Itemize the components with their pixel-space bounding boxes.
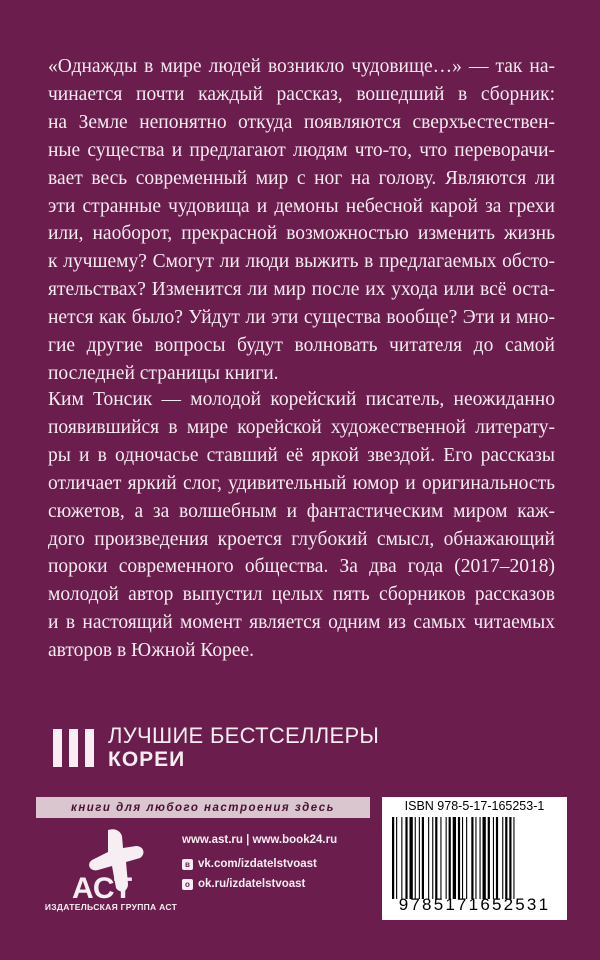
text-line: или, наоборот, прекрасной возможностью изменить жизнь <box>48 223 555 245</box>
text-line: ры и в одночасье ставший её яркой звездой. Его рассказы <box>48 444 555 466</box>
barcode-bar <box>513 817 514 899</box>
ast-logo <box>50 826 170 912</box>
barcode-bar <box>419 817 420 899</box>
barcode-bar <box>432 817 433 899</box>
text-line: ные существа и предлагают людям что-то, что переворачи- <box>48 139 555 161</box>
text-line: к лучшему? Смогут ли люди выжить в предлагаемых обсто- <box>48 251 555 273</box>
barcode-bar <box>453 817 456 899</box>
series-logo <box>53 724 379 772</box>
tagline-banner: книги для любого настроения здесь <box>36 797 370 818</box>
logo-lettering: АСТ <box>72 872 133 905</box>
barcode-bar <box>449 817 451 899</box>
text-line: «Однажды в мире людей возникло чудовище…» — так на- <box>48 56 555 77</box>
barcode-bar <box>435 817 437 899</box>
text-line: Ким Тонсик — молодой корейский писатель, неожиданно <box>48 389 555 410</box>
text-line: нется как было? Уйдут ли эти существа вообще? Эти и мно- <box>48 307 555 329</box>
isbn-barcode-block <box>382 797 567 920</box>
text-line: отличает яркий слог, удивительный юмор и оригинальность <box>48 472 555 494</box>
vk-link[interactable]: vk.com/izdatelstvoast <box>198 858 317 870</box>
websites-link[interactable]: www.ast.ru | www.book24.ru <box>182 834 338 846</box>
barcode-bar <box>466 817 467 899</box>
text-line: эти странные чудовища и демоны небесной карой за грехи <box>48 195 555 217</box>
barcode-icon <box>390 817 560 899</box>
barcode-bar <box>428 817 429 899</box>
barcode-bar <box>505 817 507 899</box>
barcode-bar <box>405 817 407 899</box>
text-line: вает весь современный мир с ног на голову. Являются ли <box>48 167 555 189</box>
text-line: чинается почти каждый рассказ, вошедший в сборник: <box>48 83 555 105</box>
barcode-bar <box>422 817 424 899</box>
barcode-bar <box>480 817 481 899</box>
barcode-bar <box>392 817 394 899</box>
barcode-bar <box>475 817 476 899</box>
barcode-bar <box>396 817 397 899</box>
ok-icon: о <box>182 879 193 890</box>
barcode-bar <box>415 817 416 899</box>
text-line: гие другие вопросы будут волновать читателя до самой <box>48 335 555 357</box>
text-line: сюжетов, а за волшебным и фантастическим миром каж- <box>48 500 555 522</box>
text-line: появившийся в мире корейской художественной литерату- <box>48 416 555 438</box>
text-line: и в настоящий момент является одним из самых читаемых <box>48 612 555 634</box>
series-subtitle: КОРЕИ <box>108 748 186 771</box>
text-line: на Земле непонятно откуда появляются сверхъестествен- <box>48 111 555 133</box>
text-line: пороки современного общества. За два года (2017–2018) <box>48 556 555 578</box>
barcode-bar <box>440 817 441 899</box>
blurb-paragraph-2 <box>48 386 555 665</box>
series-bars-icon <box>53 729 94 767</box>
barcode-bar <box>509 817 511 899</box>
text-line: авторов в Южной Корее. <box>48 640 255 662</box>
vk-icon: в <box>182 859 193 870</box>
barcode-bar <box>401 817 402 899</box>
barcode-bar <box>446 817 447 899</box>
series-title: ЛУЧШИЕ БЕСТСЕЛЛЕРЫ <box>108 723 380 748</box>
text-line: ятельствах? Изменится ли мир после их ухода или всё оста- <box>48 279 555 301</box>
barcode-bar <box>488 817 490 899</box>
barcode-bar <box>458 817 460 899</box>
barcode-bar <box>410 817 413 899</box>
blurb-paragraph-1 <box>48 53 555 388</box>
barcode-bar <box>483 817 486 899</box>
barcode-bar <box>471 817 473 899</box>
barcode-bar <box>502 817 503 899</box>
barcode-bar <box>462 817 463 899</box>
barcode-bar <box>496 817 498 899</box>
ok-link[interactable]: ok.ru/izdatelstvoast <box>198 878 306 890</box>
text-line: дого произведения кроется глубокий смысл, обнажающий <box>48 528 555 550</box>
publisher-links <box>182 832 337 896</box>
barcode-bar <box>493 817 494 899</box>
text-line: последней страницы книги. <box>48 362 279 384</box>
barcode-digits: 9785171652531 <box>398 895 551 914</box>
text-line: молодой автор выпустил целых пять сборников рассказов <box>48 584 555 606</box>
isbn-label: ISBN 978-5-17-165253-1 <box>404 799 545 813</box>
publisher-caption: ИЗДАТЕЛЬСКАЯ ГРУППА АСТ <box>44 902 178 912</box>
